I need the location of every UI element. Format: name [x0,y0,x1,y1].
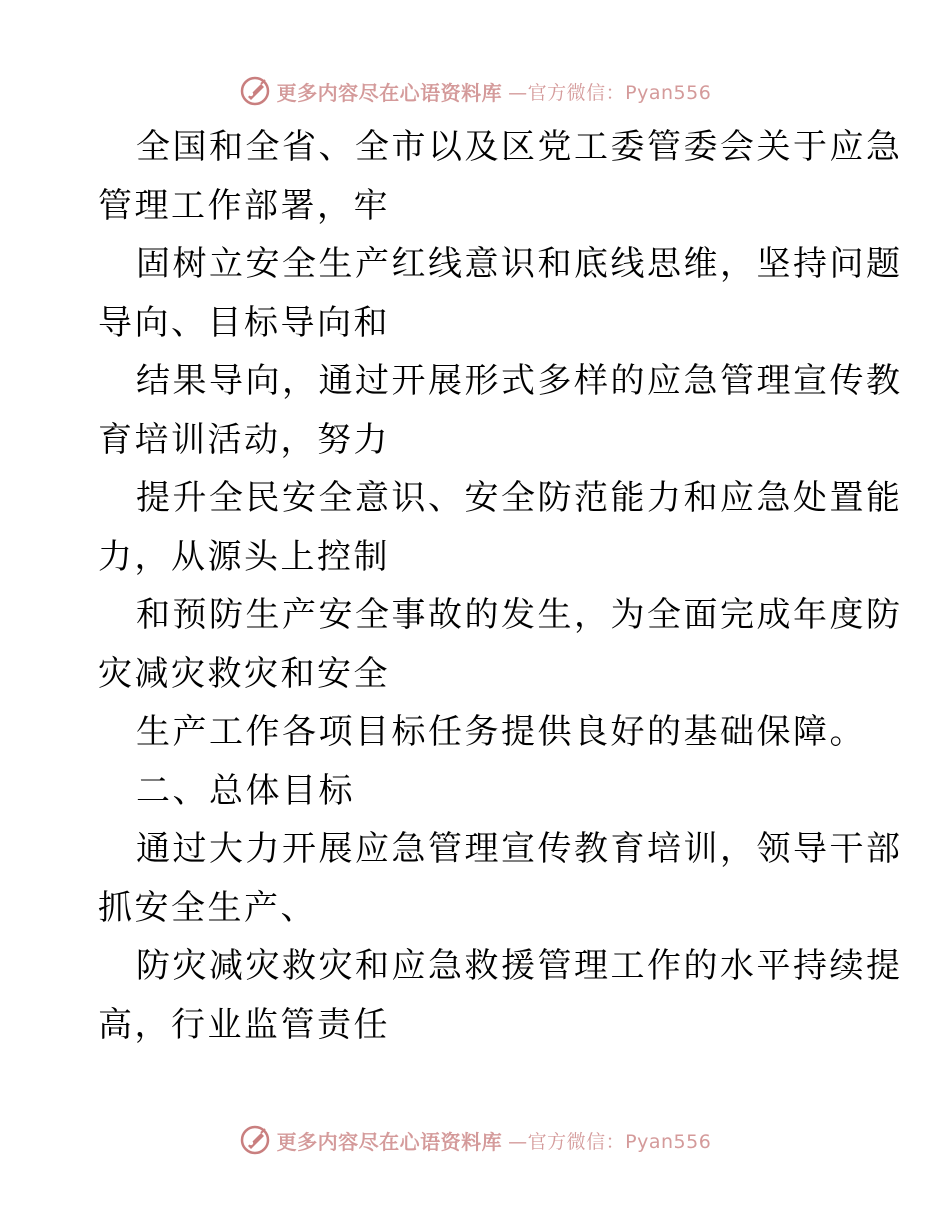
quill-logo-icon [239,1124,271,1156]
footer-watermark [0,1120,950,1160]
text-line: 防灾减灾救灾和应急救援管理工作的水平持续提 [136,946,903,986]
text-line: 育培训活动，努力 [98,419,390,460]
document-body [98,118,903,1054]
text-line: 和预防生产安全事故的发生，为全面完成年度防 [136,595,903,635]
text-line: 固树立安全生产红线意识和底线思维，坚持问题 [136,244,903,284]
text-line: 结果导向，通过开展形式多样的应急管理宣传教 [136,361,903,401]
watermark-sub-text: —官方微信：Pyan556 [508,81,712,104]
text-line: 力，从源头上控制 [98,536,390,577]
header-watermark [0,71,950,111]
text-line: 全国和全省、全市以及区党工委管委会关于应急 [136,127,903,167]
text-line: 抓安全生产、 [98,887,317,928]
text-line: 生产工作各项目标任务提供良好的基础保障。 [136,712,866,752]
text-line: 导向、目标导向和 [98,302,390,343]
watermark-sub-text: —官方微信：Pyan556 [508,1130,712,1153]
watermark-main-text: 更多内容尽在心语资料库 [276,80,503,105]
section-heading: 二、总体目标 [136,770,355,811]
text-line: 提升全民安全意识、安全防范能力和应急处置能 [136,478,903,518]
quill-logo-icon [239,75,271,107]
text-line: 高，行业监管责任 [98,1004,390,1045]
text-line: 灾减灾救灾和安全 [98,653,390,694]
text-line: 通过大力开展应急管理宣传教育培训，领导干部 [136,829,903,869]
watermark-main-text: 更多内容尽在心语资料库 [276,1129,503,1154]
text-line: 管理工作部署，牢 [98,185,390,226]
